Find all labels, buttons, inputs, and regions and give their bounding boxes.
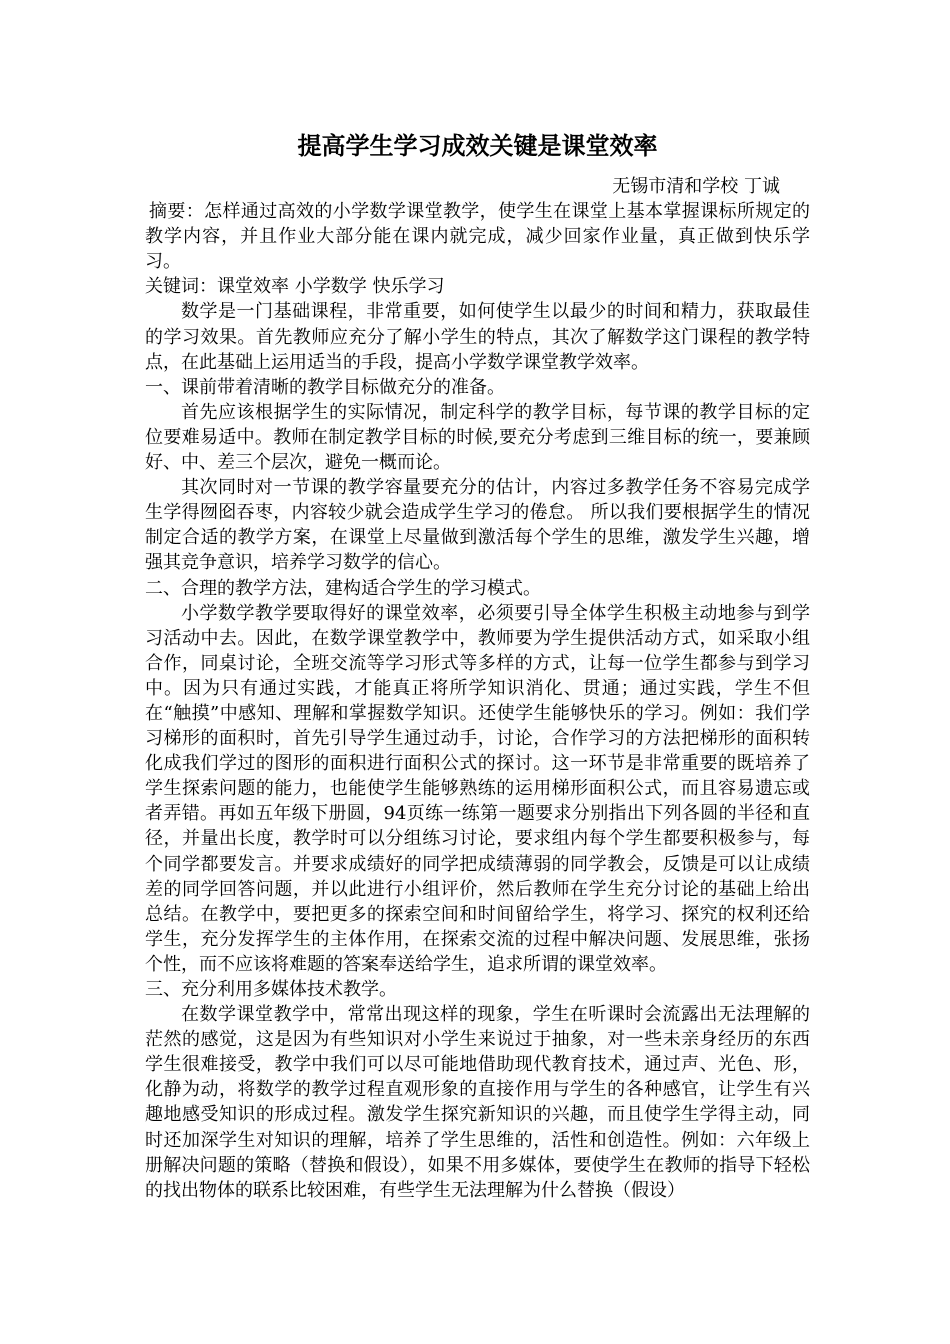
author-line: 无锡市清和学校 丁诚 (612, 176, 780, 197)
section-1-paragraph-1: 首先应该根据学生的实际情况，制定科学的教学目标，每节课的教学目标的定位要难易适中。教师在制定教学目标的时候,要充分考虑到三维目标的统一，要兼顾好、中、差三个层次，避免一概而论。 (145, 401, 810, 474)
section-2-heading: 二、合理的教学方法，建构适合学生的学习模式。 (145, 577, 541, 599)
document-title: 提高学生学习成效关键是课堂效率 (297, 132, 658, 160)
document-page (145, 126, 810, 1203)
intro-paragraph: 数学是一门基础课程，非常重要，如何使学生以最少的时间和精力，获取最佳的学习效果。首先教师应充分了解小学生的特点，其次了解数学这门课程的教学特点，在此基础上运用适当的手段，提高小学数学课堂教学效率。 (145, 301, 810, 373)
section-1-paragraph-2: 其次同时对一节课的教学容量要充分的估计，内容过多教学任务不容易完成学生学得囫囵吞枣，内容较少就会造成学生学习的倦怠。 所以我们要根据学生的情况制定合适的教学方案，在课堂上尽量做到激活每个学生的思维，激发学生兴趣，增强其竞争意识，培养学习数学的信心。 (145, 477, 810, 574)
keywords-line: 关键词：课堂效率 小学数学 快乐学习 (145, 276, 445, 298)
section-2-paragraph-1: 小学数学教学要取得好的课堂效率，必须要引导全体学生积极主动地参与到学习活动中去。因此，在数学课堂教学中，教师要为学生提供活动方式，如采取小组合作，同桌讨论，全班交流等学习形式等多样的方式，让每一位学生都参与到学习中。因为只有通过实践，才能真正将所学知识消化、贯通；通过实践，学生不但在“触摸”中感知、理解和掌握数学知识。还使学生能够快乐的学习。例如：我们学习梯形的面积时，首先引导学生通过动手，讨论，合作学习的方法把梯形的面积转化成我们学过的图形的面积进行面积公式的探讨。这一环节是非常重要的既培养了学生探索问题的能力，也能使学生能够熟练的运用梯形面积公式，而且容易遗忘或者弄错。再如五年级下册圆，94页练一练第一题要求分别指出下列各圆的半径和直径，并量出长度，教学时可以分组练习讨论，要求组内每个学生都要积极参与，每个同学都要发言。并要求成绩好的同学把成绩薄弱的同学教会，反馈是可以让成绩差的同学回答问题，并以此进行小组评价，然后教师在学生充分讨论的基础上给出总结。在教学中，要把更多的探索空间和时间留给学生，将学习、探究的权利还给学生，充分发挥学生的主体作用，在探索交流的过程中解决问题、发展思维，张扬个性，而不应该将难题的答案奉送给学生，追求所谓的课堂效率。 (145, 602, 810, 975)
section-3-heading: 三、充分利用多媒体技术教学。 (145, 979, 397, 1000)
abstract-paragraph: 摘要：怎样通过高效的小学数学课堂教学，使学生在课堂上基本掌握课标所规定的教学内容，并且作业大部分能在课内就完成，减少回家作业量，真正做到快乐学习。 (145, 201, 810, 273)
section-1-heading: 一、课前带着清晰的教学目标做充分的准备。 (145, 376, 505, 398)
section-3-paragraph-1: 在数学课堂教学中，常常出现这样的现象，学生在听课时会流露出无法理解的茫然的感觉，这是因为有些知识对小学生来说过于抽象，对一些未亲身经历的东西学生很难接受，教学中我们可以尽可能地借助现代教育技术，通过声、光色、形，化静为动，将数学的教学过程直观形象的直接作用与学生的各种感官，让学生有兴趣地感受知识的形成过程。激发学生探究新知识的兴趣，而且使学生学得主动，同时还加深学生对知识的理解，培养了学生思维的，活性和创造性。例如：六年级上册解决问题的策略（替换和假设），如果不用多媒体，要使学生在教师的指导下轻松的找出物体的联系比较困难，有些学生无法理解为什么替换（假设） (145, 1004, 810, 1201)
